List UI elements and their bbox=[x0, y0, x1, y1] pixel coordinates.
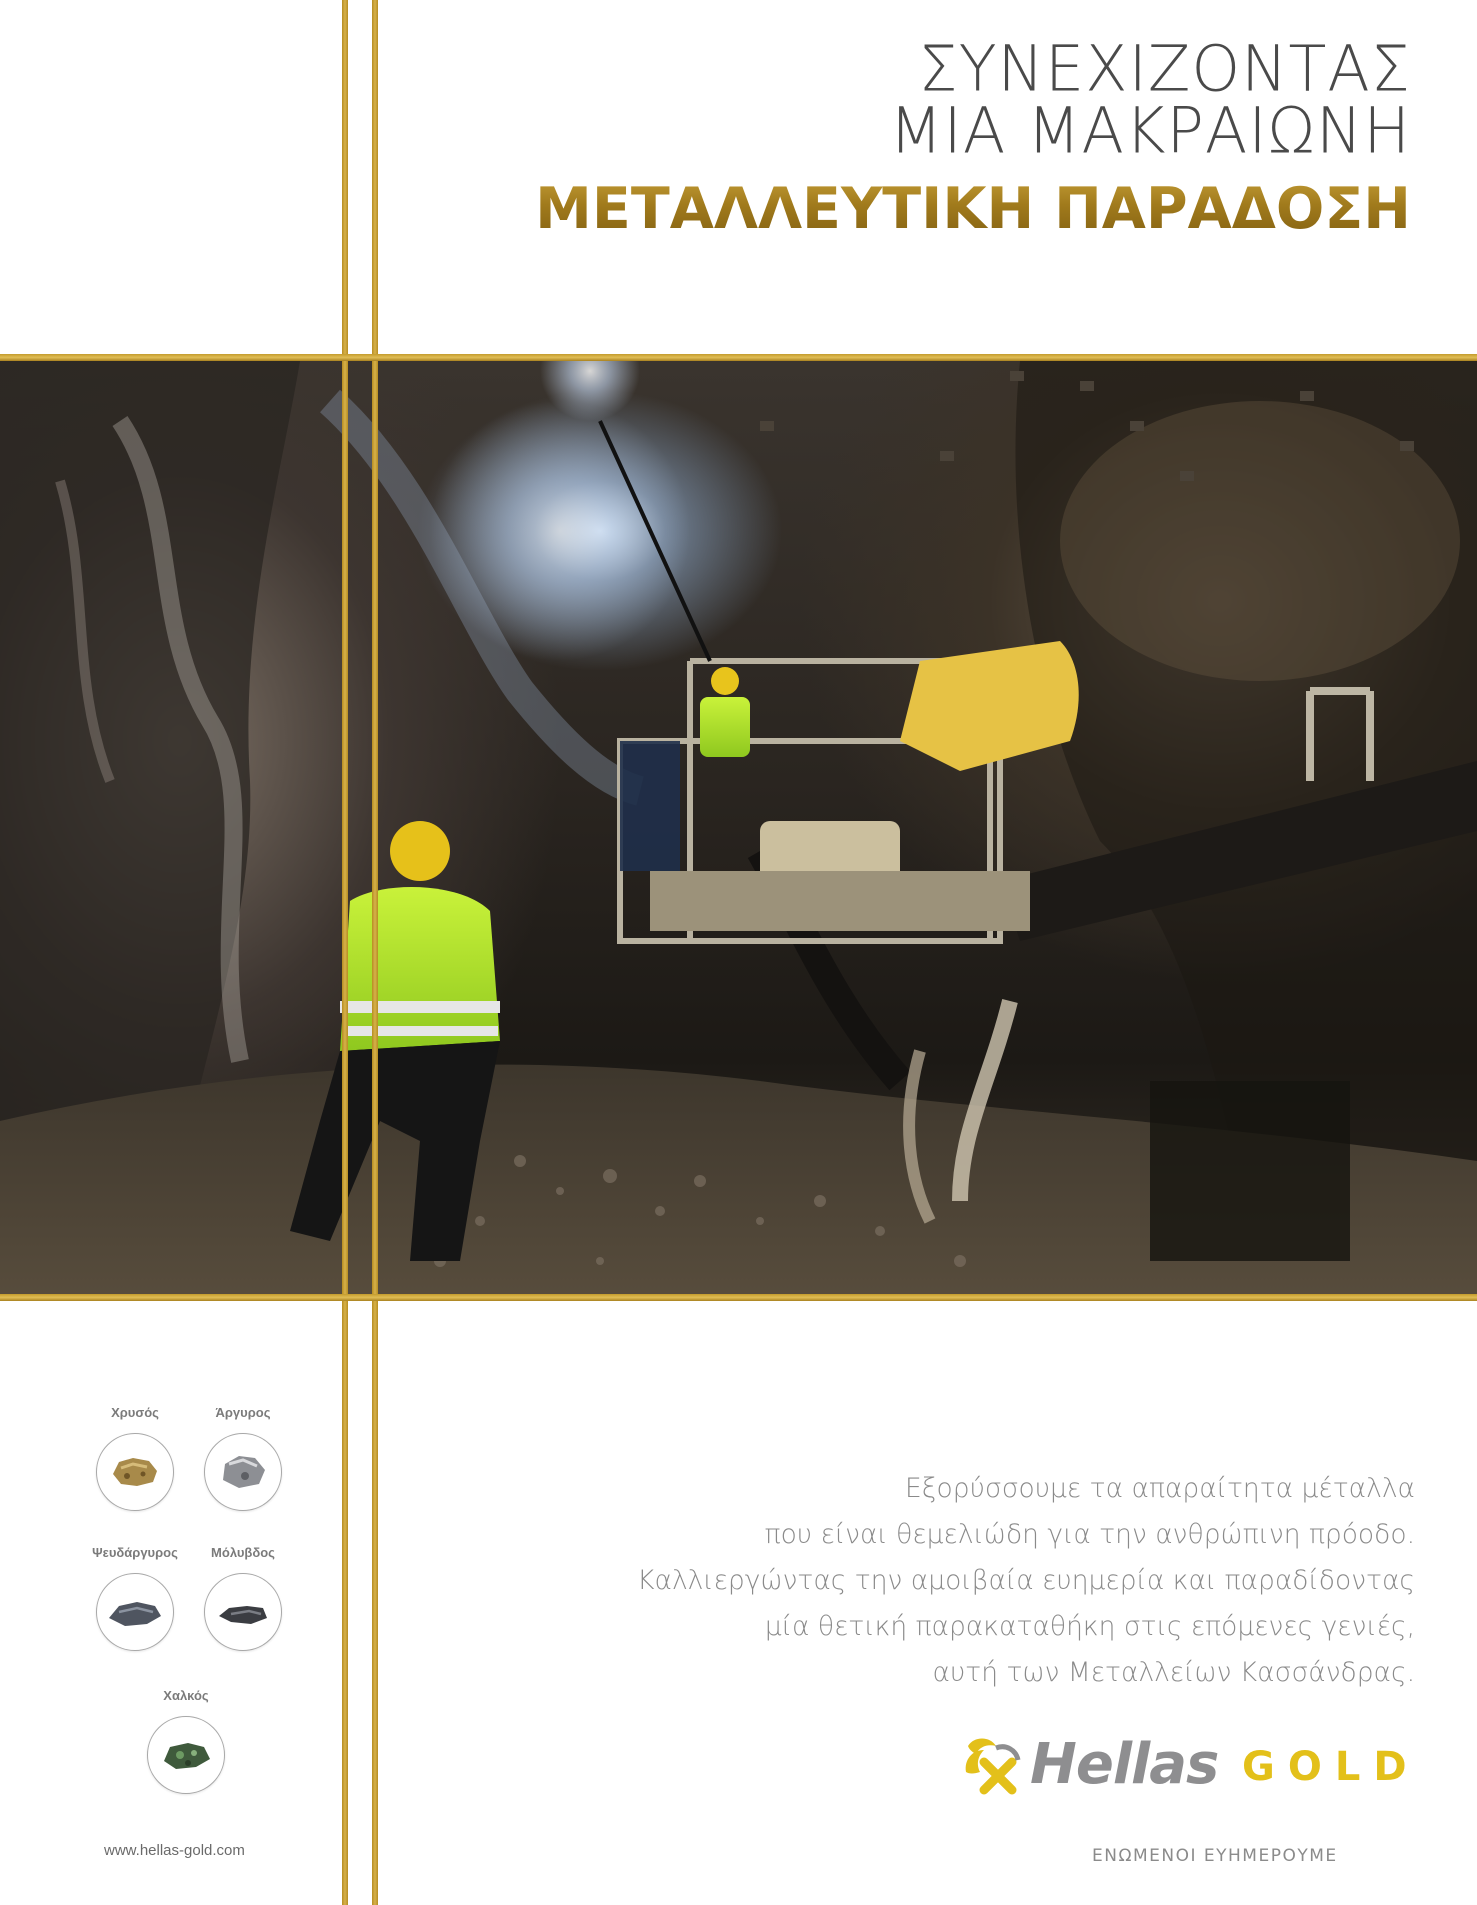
gold-ore-icon bbox=[96, 1433, 174, 1511]
mineral-zinc bbox=[75, 1545, 195, 1651]
lead-ore-icon bbox=[204, 1573, 282, 1651]
mineral-label: Χαλκός bbox=[163, 1688, 209, 1703]
body-text bbox=[637, 1466, 1415, 1696]
underground-mine-photo bbox=[0, 361, 1477, 1294]
hellas-gold-logo bbox=[960, 1732, 1420, 1802]
mineral-silver bbox=[183, 1405, 303, 1511]
zinc-ore-icon bbox=[96, 1573, 174, 1651]
logo-tagline: ΕΝΩΜΕΝΟΙ ΕΥΗΜΕΡΟΥΜΕ bbox=[1092, 1846, 1338, 1866]
headline-line-1: ΣΥΝΕΧΙΖΟΝΤΑΣ bbox=[918, 31, 1411, 106]
website-url[interactable]: www.hellas-gold.com bbox=[104, 1842, 245, 1859]
gold-horizontal-line-top bbox=[0, 354, 1477, 361]
logo-hellas-text: Hellas bbox=[1030, 1732, 1219, 1797]
gold-vertical-line-left bbox=[342, 0, 348, 1905]
body-line-5: αυτή των Μεταλλείων Κασσάνδρας. bbox=[932, 1657, 1415, 1688]
body-line-1: Εξορύσσουμε τα απαραίτητα μέταλλα bbox=[905, 1473, 1415, 1504]
mineral-label: Ψευδάργυρος bbox=[92, 1545, 178, 1560]
body-line-2: που είναι θεμελιώδη για την ανθρώπινη πρόοδο. bbox=[764, 1519, 1415, 1550]
mineral-label: Μόλυβδος bbox=[211, 1545, 275, 1560]
copper-ore-icon bbox=[147, 1716, 225, 1794]
mineral-copper bbox=[126, 1688, 246, 1794]
gold-vertical-line-right bbox=[372, 0, 378, 1905]
headline-line-3: ΜΕΤΑΛΛΕΥΤΙΚΗ ΠΑΡΑΔΟΣΗ bbox=[535, 170, 1411, 248]
mineral-gold bbox=[75, 1405, 195, 1511]
headline-line-2: ΜΙΑ ΜΑΚΡΑΙΩΝΗ bbox=[889, 93, 1411, 168]
body-line-3: Καλλιεργώντας την αμοιβαία ευημερία και παραδίδοντας bbox=[637, 1565, 1415, 1596]
logo-gold-text: GOLD bbox=[1242, 1744, 1420, 1790]
headline bbox=[535, 31, 1411, 248]
mineral-label: Άργυρος bbox=[215, 1405, 271, 1420]
mineral-label: Χρυσός bbox=[111, 1405, 159, 1420]
hellas-gold-emblem-icon bbox=[960, 1732, 1026, 1796]
mine-scene-illustration bbox=[0, 361, 1477, 1294]
mineral-lead bbox=[183, 1545, 303, 1651]
gold-horizontal-line-bottom bbox=[0, 1294, 1477, 1301]
body-line-4: μία θετική παρακαταθήκη στις επόμενες γενιές, bbox=[764, 1611, 1415, 1642]
silver-ore-icon bbox=[204, 1433, 282, 1511]
